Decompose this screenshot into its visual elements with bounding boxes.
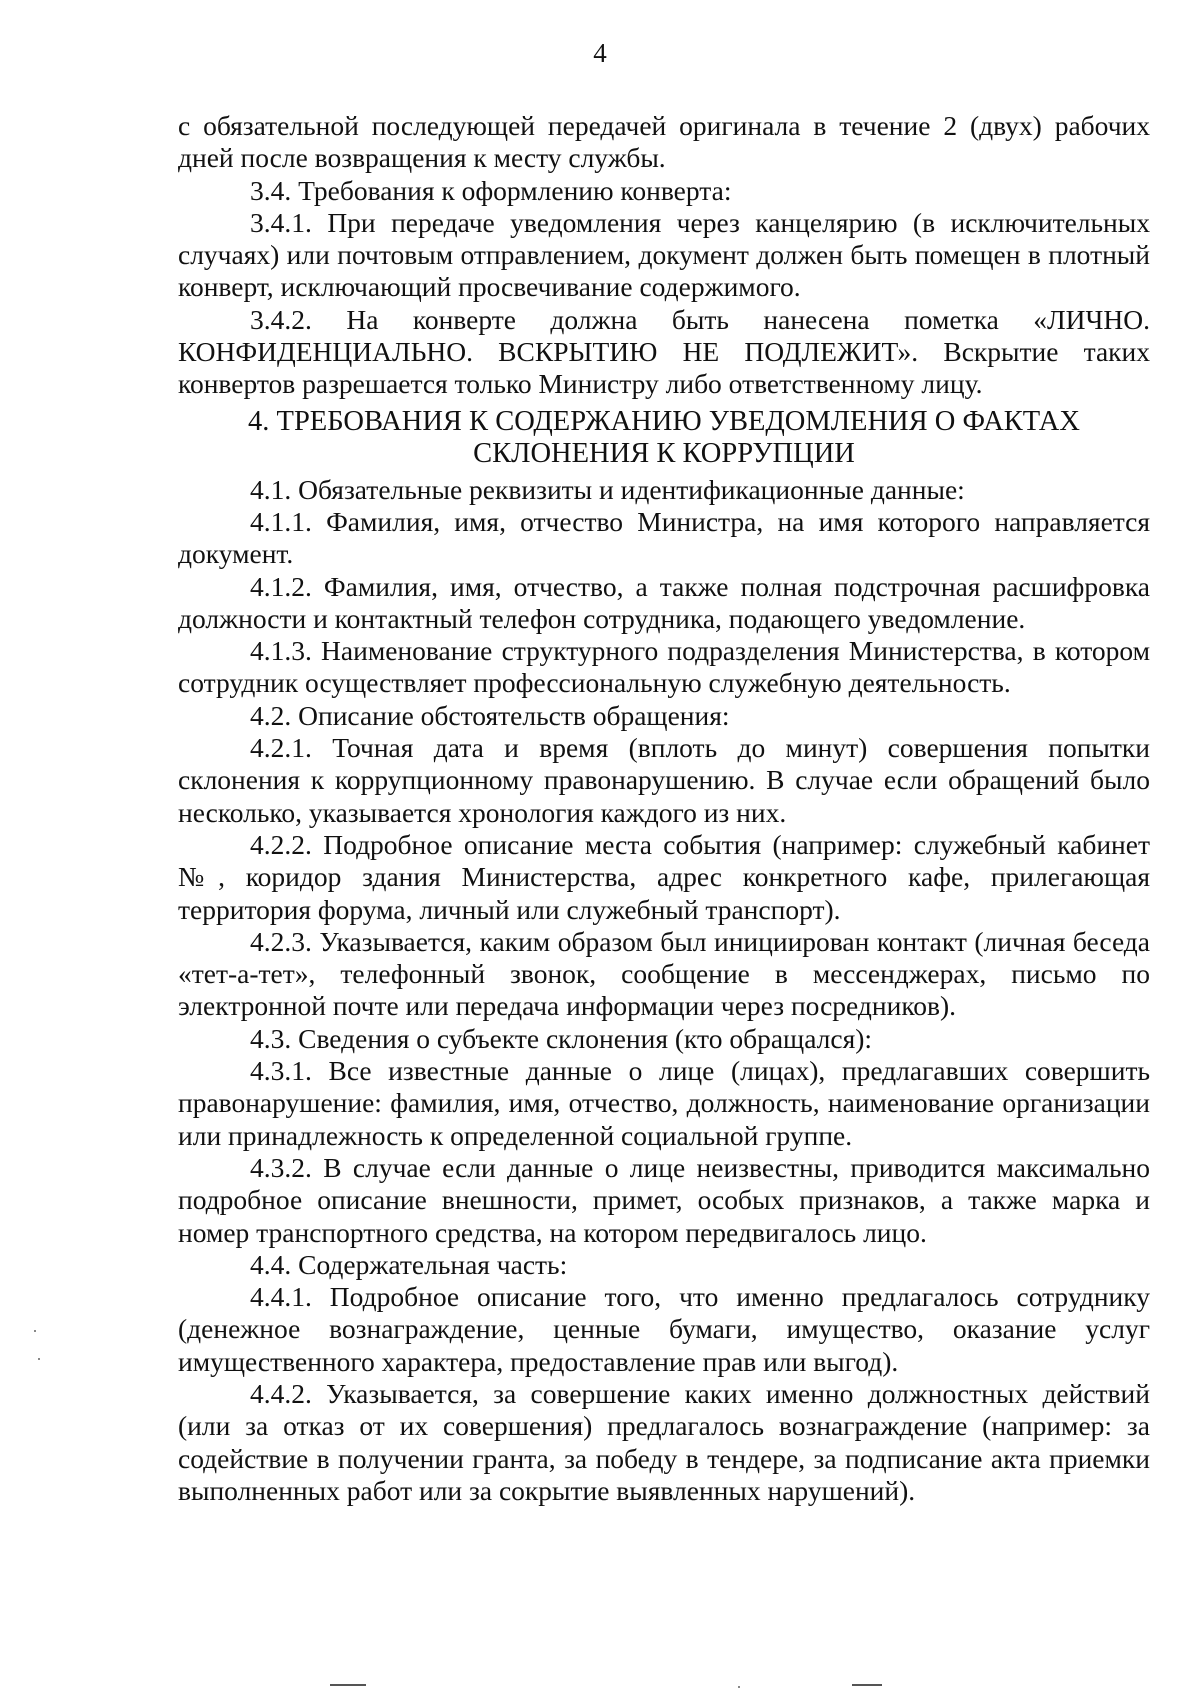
paragraph-4-4: 4.4. Содержательная часть: xyxy=(250,1248,568,1280)
scan-dot xyxy=(34,1330,36,1332)
paragraph-4-3-2: 4.3.2. В случае если данные о лице неизвестны, приводится максимально подробное описание внешности, примет, особых признаков, а также марка и номер транспортного средства, на котором передвигалось лицо. xyxy=(178,1151,1150,1248)
paragraph-4-1: 4.1. Обязательные реквизиты и идентификационные данные: xyxy=(250,473,965,505)
paragraph-4-2-1: 4.2.1. Точная дата и время (вплоть до минут) совершения попытки склонения к коррупционному правонарушению. В случае если обращений было несколько, указывается хронология каждого из них. xyxy=(178,732,1150,828)
paragraph-3-4: 3.4. Требования к оформлению конверта: xyxy=(250,174,732,206)
section-4-heading xyxy=(178,406,1150,470)
page-number: 4 xyxy=(593,38,607,68)
paragraph-4-2: 4.2. Описание обстоятельств обращения: xyxy=(250,699,730,731)
paragraph-3-4-1: 3.4.1. При передаче уведомления через канцелярию (в исключительных случаях) или почтовым отправлением, документ должен быть помещен в плотный конверт, исключающий просвечивание содержимого. xyxy=(178,206,1150,303)
document-body xyxy=(178,110,1150,1507)
paragraph-continuation: с обязательной последующей передачей оригинала в течение 2 (двух) рабочих дней после возвращения к месту службы. xyxy=(178,110,1150,174)
scan-dot xyxy=(38,1358,40,1360)
scan-artifact-right xyxy=(852,1684,882,1686)
scan-dot xyxy=(738,1686,740,1688)
paragraph-4-2-2: 4.2.2. Подробное описание места события (например: служебный кабинет №, коридор здания Министерства, адрес конкретного кафе, прилегающая территория форума, личный или служебный транспорт). xyxy=(178,828,1150,925)
section-4-heading-line-1: 4. ТРЕБОВАНИЯ К СОДЕРЖАНИЮ УВЕДОМЛЕНИЯ О ФАКТАХ xyxy=(248,405,1080,437)
section-4-heading-line-2: СКЛОНЕНИЯ К КОРРУПЦИИ xyxy=(473,437,855,469)
paragraph-4-3: 4.3. Сведения о субъекте склонения (кто обращался): xyxy=(250,1022,873,1054)
paragraph-4-4-1: 4.4.1. Подробное описание того, что именно предлагалось сотруднику (денежное вознаграждение, ценные бумаги, имущество, оказание услуг имущественного характера, предоставление прав или выгод). xyxy=(178,1281,1150,1377)
paragraph-3-4-2: 3.4.2. На конверте должна быть нанесена пометка «ЛИЧНО. КОНФИДЕНЦИАЛЬНО. ВСКРЫТИЮ НЕ ПОДЛЕЖИТ». Вскрытие таких конвертов разрешается только Министру либо ответственному лицу. xyxy=(178,303,1150,400)
paragraph-4-1-3: 4.1.3. Наименование структурного подразделения Министерства, в котором сотрудник осуществляет профессиональную служебную деятельность. xyxy=(178,635,1150,699)
paragraph-4-4-2: 4.4.2. Указывается, за совершение каких именно должностных действий (или за отказ от их совершения) предлагалось вознаграждение (например: за содействие в получении гранта, за победу в тендере, за подписание акта приемки выполненных работ или за сокрытие выявленных нарушений). xyxy=(178,1377,1150,1506)
paragraph-4-3-1: 4.3.1. Все известные данные о лице (лицах), предлагавших совершить правонарушение: фамилия, имя, отчество, должность, наименование организации или принадлежность к определенной социальной группе. xyxy=(178,1055,1150,1151)
paragraph-4-1-1: 4.1.1. Фамилия, имя, отчество Министра, на имя которого направляется документ. xyxy=(178,505,1150,570)
paragraph-4-2-3: 4.2.3. Указывается, каким образом был инициирован контакт (личная беседа «тет-а-тет», телефонный звонок, сообщение в мессенджерах, письмо по электронной почте или передача информации через посредников). xyxy=(178,925,1150,1022)
paragraph-4-1-2: 4.1.2. Фамилия, имя, отчество, а также полная подстрочная расшифровка должности и контактный телефон сотрудника, подающего уведомление. xyxy=(178,570,1150,634)
scan-artifact-left xyxy=(330,1684,366,1686)
